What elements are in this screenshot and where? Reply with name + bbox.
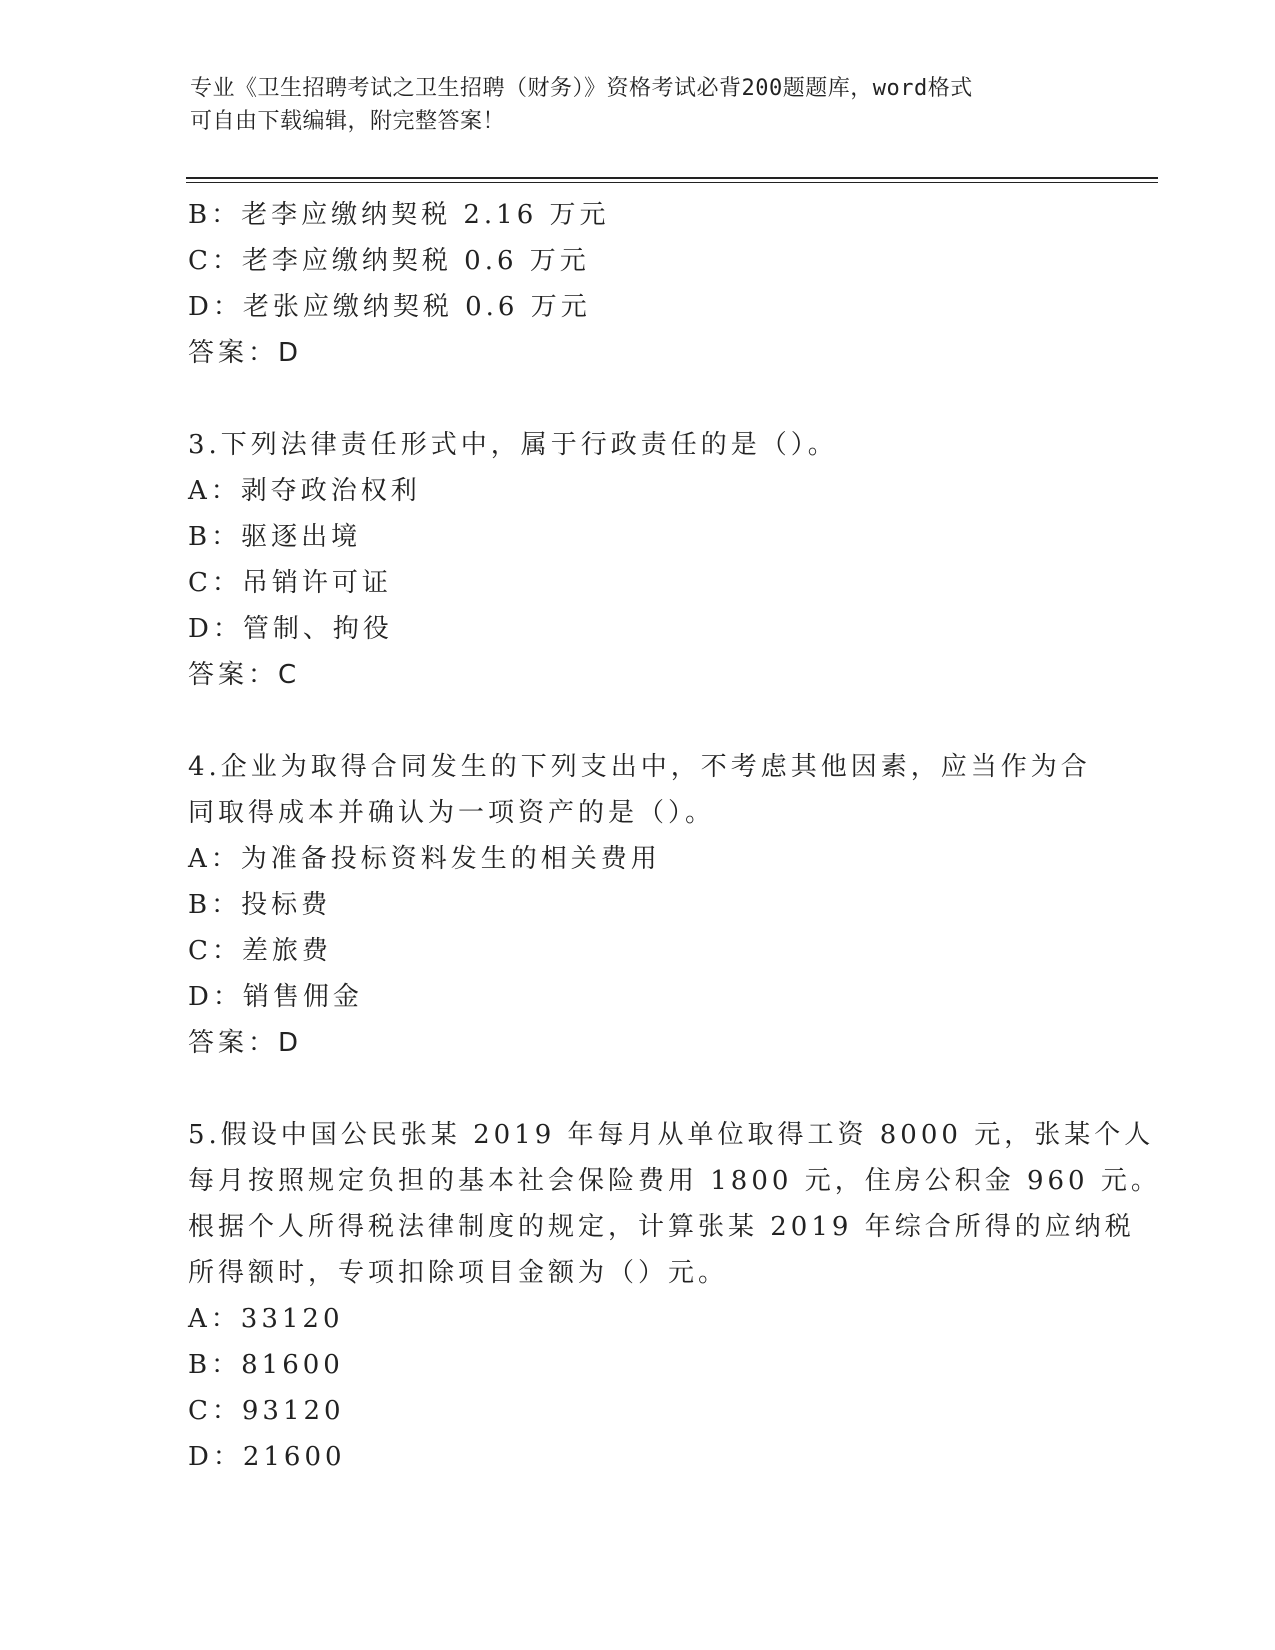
question-stem: 根据个人所得税法律制度的规定，计算张某 2019 年综合所得的应纳税 bbox=[188, 1212, 1135, 1242]
spacer bbox=[188, 698, 1088, 744]
spacer bbox=[188, 1066, 1088, 1112]
option-b: B：驱逐出境 bbox=[188, 522, 362, 552]
option-d: D：老张应缴纳契税 0.6 万元 bbox=[188, 292, 591, 322]
option-b: B：投标费 bbox=[188, 890, 332, 920]
option-c: C：老李应缴纳契税 0.6 万元 bbox=[188, 246, 590, 276]
option-a: A：剥夺政治权利 bbox=[188, 476, 421, 506]
document-header bbox=[190, 72, 1090, 138]
question-stem: 每月按照规定负担的基本社会保险费用 1800 元，住房公积金 960 元。 bbox=[188, 1166, 1161, 1196]
question-content bbox=[188, 192, 1161, 1480]
question-3 bbox=[188, 422, 1088, 698]
answer-line: 答案：C bbox=[188, 660, 301, 690]
answer-line: 答案：D bbox=[188, 1028, 303, 1058]
question-2-continued bbox=[188, 192, 1088, 376]
question-4 bbox=[188, 744, 1091, 1066]
option-c: C：93120 bbox=[188, 1396, 345, 1426]
header-divider-thin bbox=[186, 182, 1158, 183]
header-line-2: 可自由下载编辑，附完整答案！ bbox=[190, 109, 506, 134]
option-b: B：老李应缴纳契税 2.16 万元 bbox=[188, 200, 610, 230]
option-b: B：81600 bbox=[188, 1350, 344, 1380]
option-d: D：管制、拘役 bbox=[188, 614, 393, 644]
option-a: A：33120 bbox=[188, 1304, 344, 1334]
question-stem: 5.假设中国公民张某 2019 年每月从单位取得工资 8000 元，张某个人 bbox=[188, 1120, 1155, 1150]
option-a: A：为准备投标资料发生的相关费用 bbox=[188, 844, 661, 874]
header-line-1: 专业《卫生招聘考试之卫生招聘（财务）》资格考试必背200题题库，word格式 bbox=[190, 76, 973, 101]
question-stem: 3.下列法律责任形式中，属于行政责任的是（）。 bbox=[188, 430, 838, 460]
option-d: D：销售佣金 bbox=[188, 982, 363, 1012]
question-stem: 4.企业为取得合同发生的下列支出中，不考虑其他因素，应当作为合 bbox=[188, 752, 1091, 782]
answer-line: 答案：D bbox=[188, 338, 303, 368]
option-c: C：吊销许可证 bbox=[188, 568, 392, 598]
option-d: D：21600 bbox=[188, 1442, 346, 1472]
option-c: C：差旅费 bbox=[188, 936, 332, 966]
question-5 bbox=[188, 1112, 1161, 1480]
question-stem: 同取得成本并确认为一项资产的是（）。 bbox=[188, 798, 716, 828]
spacer bbox=[188, 376, 1088, 422]
header-divider-thick bbox=[186, 177, 1158, 179]
question-stem: 所得额时，专项扣除项目金额为（）元。 bbox=[188, 1258, 729, 1288]
